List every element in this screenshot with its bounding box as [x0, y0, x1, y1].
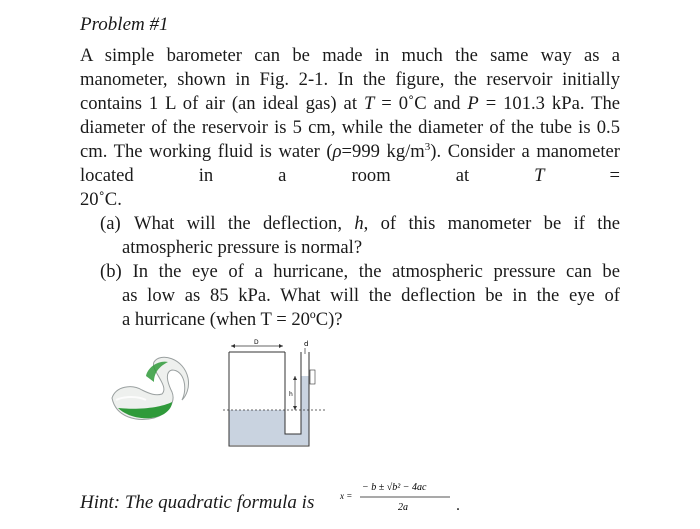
connector-water — [285, 434, 301, 445]
quadratic-formula — [338, 478, 468, 518]
manometer-figure — [98, 336, 338, 456]
question-a-label: (a) — [100, 213, 121, 234]
statement-part-3: = 101.3 kPa. The diameter of the reservoir is 5 cm, while the diameter of the tube is 0.5 cm. The working fluid is water ( — [80, 93, 621, 162]
statement-part-2: = 0˚C and — [374, 93, 468, 114]
question-a-text-2: , of this manometer be if the — [363, 213, 620, 234]
statement-part-7: 20˚C. — [80, 189, 122, 210]
statement-part-1: A simple barometer can be made in much the same way as a manometer, shown in Fig. 2-1. In the figure, the reservoir initially contains 1 L of air (an ideal gas) at — [80, 45, 620, 114]
swan-glass-illustration — [112, 357, 189, 419]
tube-water — [301, 376, 309, 445]
problem-statement — [80, 44, 620, 212]
statement-part-5: ). Consider a manometer located in a room at — [80, 141, 620, 186]
reservoir-water — [229, 410, 285, 445]
question-a-text-3: atmospheric pressure is normal? — [122, 237, 363, 258]
problem-title: Problem #1 — [80, 14, 169, 35]
question-b-line-3: a hurricane (when T = 20ºC)? — [122, 309, 343, 330]
temperature-variable: T — [363, 93, 375, 114]
formula-denominator: 2a — [398, 502, 408, 513]
pressure-variable: P — [467, 93, 479, 114]
statement-text — [80, 44, 620, 188]
room-temperature-variable: T — [534, 165, 545, 186]
formula-lhs: x = — [340, 491, 353, 501]
label-d: d — [304, 340, 309, 348]
statement-part-6: = — [544, 165, 621, 186]
statement-part-4: =999 kg/m — [341, 141, 425, 162]
question-a-text-1: What will the deflection, — [134, 213, 355, 234]
hint-period: . — [456, 497, 460, 514]
label-D: D — [254, 339, 259, 346]
label-h: h — [289, 391, 293, 398]
question-b-line-2: as low as 85 kPa. What will the deflection be in the eye of — [122, 285, 620, 306]
question-a — [100, 212, 620, 260]
density-variable: ρ — [332, 141, 342, 162]
question-b — [100, 260, 620, 332]
deflection-variable: h — [354, 213, 364, 234]
level-gauge — [310, 370, 315, 384]
cubic-superscript: 3 — [424, 140, 431, 153]
hint-text: Hint: The quadratic formula is — [80, 492, 315, 513]
question-b-line-1: In the eye of a hurricane, the atmospheric pressure can be — [132, 261, 620, 282]
question-b-label: (b) — [100, 261, 122, 282]
formula-numerator: − b ± √b² − 4ac — [362, 482, 427, 493]
